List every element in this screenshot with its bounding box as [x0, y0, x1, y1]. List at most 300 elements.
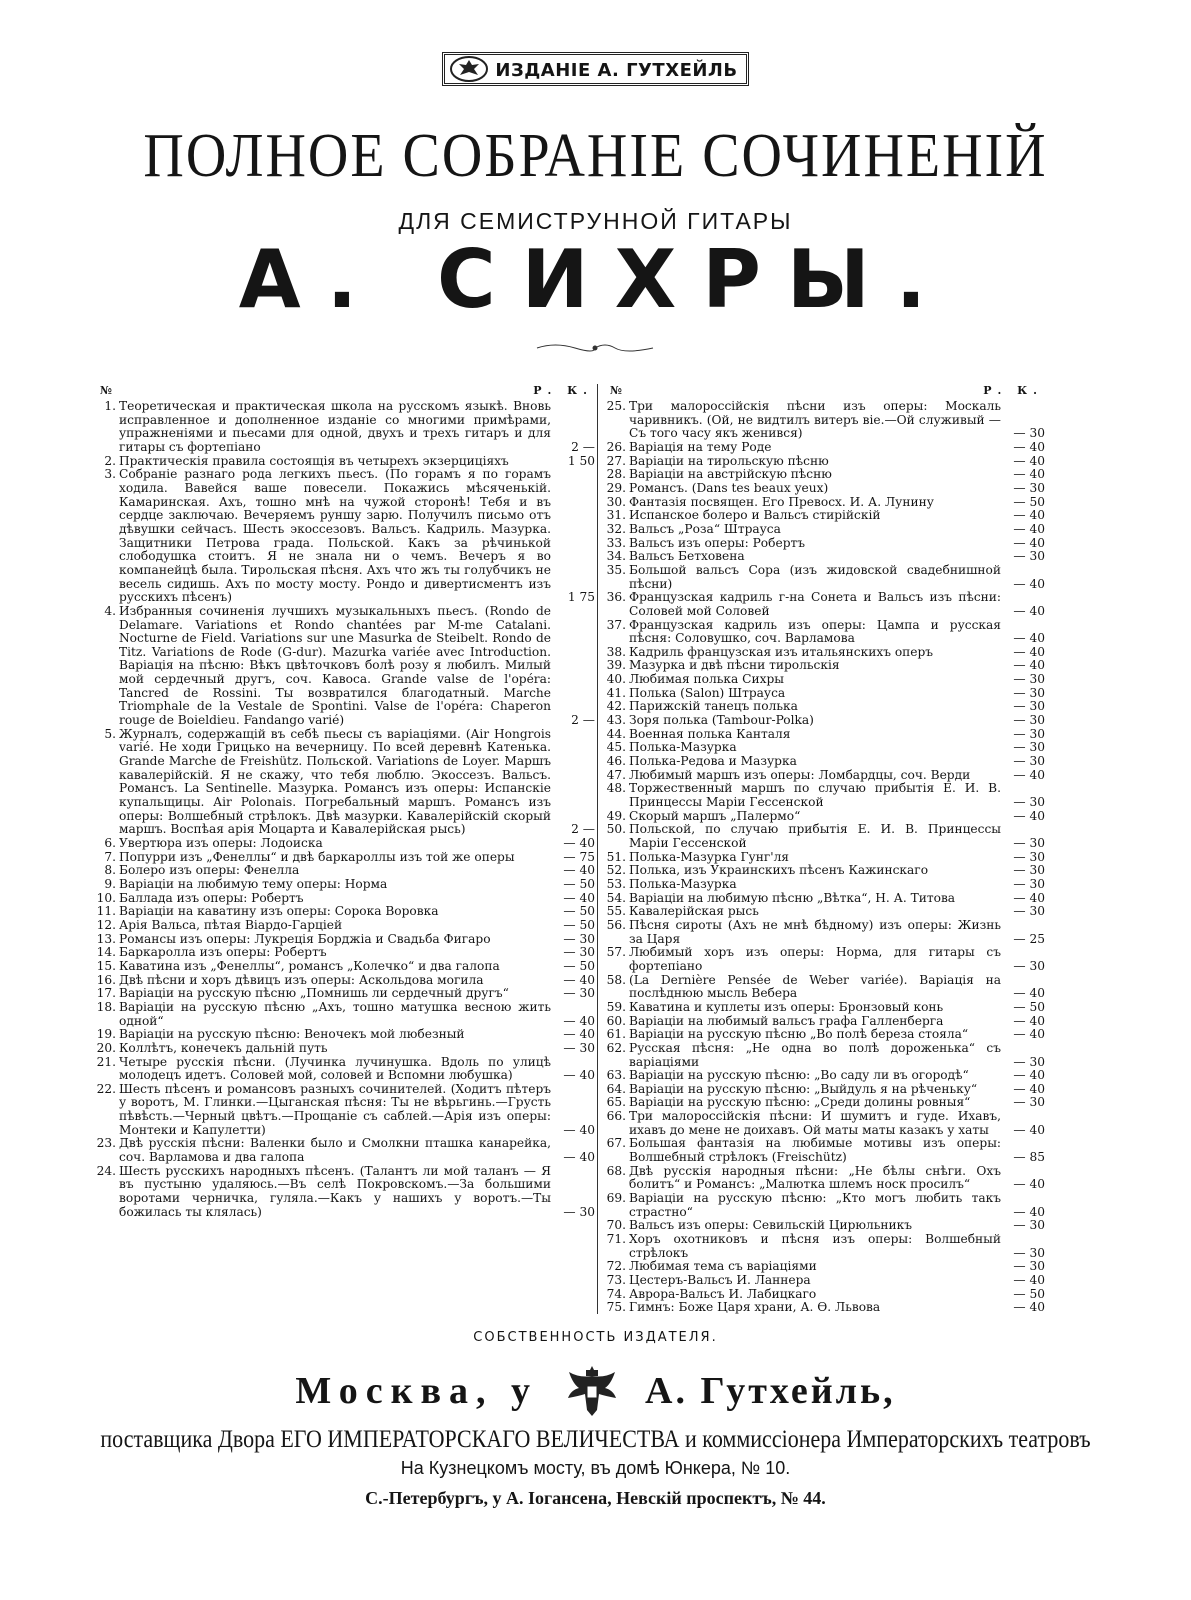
catalog-entry	[605, 441, 1045, 455]
entry-price: — 40	[1013, 1177, 1045, 1192]
entry-price: — 30	[1013, 849, 1045, 864]
catalog-entry	[605, 455, 1045, 469]
entry-number: 35.	[606, 562, 626, 577]
composer-name: А. СИХРЫ.	[238, 233, 953, 326]
entry-title: Каватина изъ „Фенеллы“, романсъ „Колечко“ и два галопа	[119, 958, 500, 973]
entry-title: Полька, изъ Украинскихъ пѣсенъ Кажинскаго	[629, 863, 929, 878]
left-column-header	[95, 384, 595, 400]
catalog-entry	[605, 1165, 1045, 1192]
entry-number: 75.	[606, 1300, 626, 1315]
entry-title: Варіація на тему Роде	[629, 439, 772, 454]
entry-number: 12.	[96, 917, 116, 932]
entry-number: 3.	[104, 467, 116, 482]
catalog-entry	[605, 755, 1045, 769]
entry-number: 28.	[606, 467, 626, 482]
catalog-entry	[605, 550, 1045, 564]
entry-number: 22.	[96, 1081, 116, 1096]
catalog-entry	[95, 400, 595, 455]
catalog-entry	[605, 468, 1045, 482]
entry-price: — 30	[1013, 672, 1045, 687]
entry-price: — 40	[1013, 1013, 1045, 1028]
catalog-entry	[605, 1069, 1045, 1083]
entry-number: 48.	[606, 781, 626, 796]
entry-price: 1 50	[567, 453, 595, 468]
catalog-entry	[605, 619, 1045, 646]
entry-price: — 40	[563, 1068, 595, 1083]
catalog-entry	[605, 1110, 1045, 1137]
entry-price: — 30	[563, 1040, 595, 1055]
entry-number: 40.	[606, 672, 626, 687]
catalog-entry	[605, 537, 1045, 551]
catalog-entry	[605, 673, 1045, 687]
catalog-entry	[605, 892, 1045, 906]
entry-price: — 30	[1013, 1095, 1045, 1110]
entry-price: — 40	[1013, 1300, 1045, 1315]
entry-title: Полька-Редова и Мазурка	[629, 754, 797, 769]
entry-number: 50.	[606, 822, 626, 837]
entry-price: — 30	[563, 986, 595, 1001]
catalog-entry	[605, 946, 1045, 973]
entry-title: Любимая полька Сихры	[629, 672, 784, 687]
entry-number: 56.	[606, 917, 626, 932]
entry-number: 74.	[606, 1286, 626, 1301]
entry-number: 66.	[606, 1109, 626, 1124]
entry-price: — 30	[1013, 795, 1045, 810]
entry-number: 7.	[104, 849, 116, 864]
entry-title: Мазурка и двѣ пѣсни тирольскія	[629, 658, 840, 673]
entry-number: 18.	[96, 999, 116, 1014]
entry-title: Варіаціи на любимый вальсъ графа Галленберга	[629, 1013, 944, 1028]
catalog-entry	[605, 687, 1045, 701]
publisher-city: Москва, у	[295, 1370, 539, 1412]
catalog-entry	[605, 509, 1045, 523]
entry-title: Четыре русскія пѣсни. (Лучинка лучинушка. Вдоль по улицѣ молодецъ идетъ. Соловей мой, соловей и Вспомни любушка)	[119, 1054, 551, 1083]
entry-number: 65.	[606, 1095, 626, 1110]
entry-number: 54.	[606, 890, 626, 905]
entry-number: 39.	[606, 658, 626, 673]
coat-of-arms-icon	[565, 1362, 619, 1420]
entry-number: 14.	[96, 945, 116, 960]
entry-title: Большой вальсъ Сора (изъ жидовской свадебнишной пѣсни)	[629, 562, 1001, 591]
entry-price: — 30	[1013, 685, 1045, 700]
entry-title: Журналъ, содержащій въ себѣ пьесы съ варіаціями. (Air Hongrois varié. Не ходи Грицько на вечерницу. По всей деревнѣ Катенька. Grande Marche de Freishütz. Польской. Variations de Loyer. Маршъ кавалерійскій. Я не скажу, что тебя люблю. Экоссезъ. Вальсъ. Романсъ. La Sentinelle. Мазурка. Романсъ изъ оперы: Испанскіе купальщицы. Air Polonais. Погребальный маршъ. Романсъ изъ оперы: Волшебный стрѣлокъ. Двѣ мазурки. Кавалерійскій скорый маршъ. Воспѣая арія Моцарта и Кавалерійская рысь)	[119, 726, 551, 837]
catalog-entry	[95, 987, 595, 1001]
catalog-entry	[605, 714, 1045, 728]
entry-price: — 30	[1013, 1245, 1045, 1260]
entry-number: 33.	[606, 535, 626, 550]
entry-title: Двѣ пѣсни и хоръ дѣвицъ изъ оперы: Аскольдова могила	[119, 972, 484, 987]
entry-price: — 40	[1013, 439, 1045, 454]
entry-number: 71.	[606, 1232, 626, 1247]
entry-title: Коллѣтъ, конечекъ дальній путь	[119, 1040, 328, 1055]
entry-number: 20.	[96, 1040, 116, 1055]
entry-number: 42.	[606, 699, 626, 714]
entry-title: Болеро изъ оперы: Фенелла	[119, 863, 300, 878]
entry-price: 1 75	[567, 590, 595, 605]
entry-price: — 25	[1013, 931, 1045, 946]
right-column-header	[605, 384, 1045, 400]
catalog-entry	[605, 646, 1045, 660]
entry-number: 32.	[606, 521, 626, 536]
number-header: №	[100, 384, 112, 397]
entry-price: — 40	[1013, 521, 1045, 536]
entry-title: Варіаціи на русскую пѣсню: „Выйдуль я на рѣченьку“	[629, 1081, 978, 1096]
entry-title: (La Dernière Pensée de Weber variée). Варіація на послѣднюю мысль Вебера	[629, 972, 1001, 1001]
entry-title: Романсъ. (Dans tes beaux yeux)	[629, 480, 829, 495]
entry-price: — 40	[563, 1027, 595, 1042]
entry-number: 58.	[606, 972, 626, 987]
entry-price: — 40	[1013, 986, 1045, 1001]
entry-price: — 40	[1013, 603, 1045, 618]
catalog-entry	[605, 810, 1045, 824]
catalog-entry	[605, 919, 1045, 946]
entry-price: — 30	[1013, 904, 1045, 919]
entry-price: — 40	[1013, 535, 1045, 550]
catalog-entry	[605, 564, 1045, 591]
entry-title: Вальсъ Бетховена	[629, 549, 745, 564]
catalog-entry	[605, 1083, 1045, 1097]
publisher-firm: А. Гутхейль,	[645, 1370, 896, 1412]
moscow-address: На Кузнецкомъ мосту, въ домѣ Юнкера, № 10.	[400, 1458, 791, 1478]
left-catalog-column	[95, 384, 595, 1219]
catalog-entry	[605, 1137, 1045, 1164]
entry-title: Варіаціи на русскую пѣсню: Веночекъ мой любезный	[119, 1027, 465, 1042]
entry-price: — 40	[563, 1122, 595, 1137]
catalog-entry	[95, 1137, 595, 1164]
entry-title: Баллада изъ оперы: Робертъ	[119, 890, 304, 905]
flourish-ornament	[535, 340, 655, 356]
catalog-entry	[605, 1096, 1045, 1110]
entry-price: — 75	[563, 849, 595, 864]
entry-title: Вальсъ изъ оперы: Севильскій Цирюльникъ	[629, 1218, 913, 1233]
entry-price: 2 —	[571, 822, 595, 837]
entry-number: 44.	[606, 726, 626, 741]
entry-title: Испанское болеро и Вальсъ стирійскій	[629, 508, 881, 523]
catalog-entry	[95, 878, 595, 892]
column-divider	[597, 384, 598, 1314]
entry-title: Кадриль французская изъ итальянскихъ оперъ	[629, 644, 934, 659]
catalog-entry	[605, 782, 1045, 809]
entry-price: — 30	[563, 1204, 595, 1219]
entry-title: Каватина и куплеты изъ оперы: Бронзовый конь	[629, 999, 944, 1014]
entry-number: 2.	[104, 453, 116, 468]
catalog-entry	[95, 864, 595, 878]
entry-price: — 40	[1013, 1027, 1045, 1042]
catalog-entry	[95, 946, 595, 960]
entry-number: 62.	[606, 1040, 626, 1055]
catalog-entry	[605, 400, 1045, 441]
entry-title: Варіаціи на русскую пѣсню: „Среди долины ровныя“	[629, 1095, 971, 1110]
catalog-entry	[605, 974, 1045, 1001]
catalog-entry	[95, 905, 595, 919]
entry-number: 23.	[96, 1136, 116, 1151]
entry-number: 15.	[96, 958, 116, 973]
entry-title: Варіаціи на тирольскую пѣсню	[629, 453, 829, 468]
entry-price: — 50	[563, 876, 595, 891]
entry-price: 2 —	[571, 713, 595, 728]
eagle-emblem-icon	[449, 55, 489, 83]
entry-price: — 30	[563, 945, 595, 960]
entry-number: 73.	[606, 1273, 626, 1287]
catalog-entry	[605, 659, 1045, 673]
entry-number: 57.	[606, 945, 626, 960]
entry-number: 55.	[606, 904, 626, 919]
entry-title: Варіаціи на любимую пѣсню „Вѣтка“, Н. А. Титова	[629, 890, 956, 905]
entry-number: 37.	[606, 617, 626, 632]
entry-price: — 40	[1013, 1204, 1045, 1219]
page-subtitle: ДЛЯ СЕМИСТРУННОЙ ГИТАРЫ	[398, 208, 793, 234]
entry-title: Полька-Мазурка Гунг'ля	[629, 849, 789, 864]
entry-price: — 30	[1013, 876, 1045, 891]
catalog-entry	[95, 1056, 595, 1083]
catalog-entry	[605, 1301, 1045, 1315]
entry-number: 49.	[606, 808, 626, 823]
entry-title: Три малороссійскія пѣсни изъ оперы: Москаль чаривникъ. (Ой, не видтилъ витеръ віе.—Ой служивый —Съ того часу якъ женився)	[629, 399, 1001, 441]
entry-title: Любимая тема съ варіаціями	[629, 1259, 817, 1274]
entry-title: Фантазія посвящен. Его Превосх. И. А. Лунину	[629, 494, 934, 509]
catalog-entry	[95, 974, 595, 988]
entry-number: 9.	[104, 876, 116, 891]
entry-title: Варіаціи на любимую тему оперы: Норма	[119, 876, 388, 891]
entry-price: — 40	[1013, 467, 1045, 482]
entry-title: Варіаціи на русскую пѣсню: „Кто могъ любить такъ страстно“	[629, 1191, 1001, 1219]
catalog-entry	[605, 523, 1045, 537]
entry-price: — 40	[1013, 808, 1045, 823]
entry-title: Арія Вальса, пѣтая Віардо-Гарціей	[119, 917, 343, 932]
catalog-entry	[605, 823, 1045, 850]
entry-number: 61.	[606, 1027, 626, 1042]
catalog-entry	[605, 728, 1045, 742]
entry-number: 31.	[606, 508, 626, 523]
entry-title: Полька-Мазурка	[629, 876, 737, 891]
entry-title: Полька-Мазурка	[629, 740, 737, 755]
entry-price: — 50	[563, 917, 595, 932]
entry-price: — 30	[1013, 754, 1045, 769]
entry-price: — 40	[1013, 890, 1045, 905]
entry-price: — 40	[1013, 1068, 1045, 1083]
catalog-entry	[95, 605, 595, 728]
entry-price: — 40	[1013, 1273, 1045, 1287]
entry-title: Увертюра изъ оперы: Лодоиска	[119, 836, 323, 850]
entry-number: 51.	[606, 849, 626, 864]
entry-title: Романсы изъ оперы: Лукреція Борджіа и Свадьба Фигаро	[119, 931, 491, 946]
badge-frame	[442, 52, 748, 86]
entry-number: 26.	[606, 439, 626, 454]
entry-price: — 30	[1013, 1054, 1045, 1069]
catalog-entry	[605, 741, 1045, 755]
entry-price: — 30	[1013, 713, 1045, 728]
entry-number: 24.	[96, 1163, 116, 1178]
entry-number: 64.	[606, 1081, 626, 1096]
entry-title: Торжественный маршъ по случаю прибытія Е. И. В. Принцессы Маріи Гессенской	[629, 781, 1001, 810]
entry-title: Польской, по случаю прибытія Е. И. В. Принцессы Маріи Гессенской	[629, 822, 1001, 850]
catalog-entry	[605, 1001, 1045, 1015]
entry-title: Французская кадриль г-на Сонета и Вальсъ изъ пѣсни: Соловей мой Соловей	[629, 590, 1001, 618]
entry-price: — 40	[563, 863, 595, 878]
entry-number: 67.	[606, 1136, 626, 1151]
entry-number: 10.	[96, 890, 116, 905]
entry-title: Парижскій танецъ полька	[629, 699, 798, 714]
catalog-entry	[605, 1233, 1045, 1260]
entry-number: 6.	[104, 836, 116, 850]
catalog-entry	[95, 1083, 595, 1138]
entry-number: 38.	[606, 644, 626, 659]
catalog-entry	[605, 1260, 1045, 1274]
number-header: №	[610, 384, 622, 397]
entry-price: — 40	[1013, 508, 1045, 523]
entry-title: Зоря полька (Tambour-Polka)	[629, 713, 814, 728]
entry-price: — 40	[1013, 767, 1045, 782]
entry-number: 4.	[104, 603, 116, 618]
entry-price: — 30	[1013, 480, 1045, 495]
entry-number: 70.	[606, 1218, 626, 1233]
entry-number: 45.	[606, 740, 626, 755]
catalog-entry	[95, 1001, 595, 1028]
entry-number: 60.	[606, 1013, 626, 1028]
catalog-entry	[605, 1042, 1045, 1069]
entry-price: — 30	[1013, 958, 1045, 973]
entry-number: 59.	[606, 999, 626, 1014]
supplier-line: поставщика Двора ЕГО ИМПЕРАТОРСКАГО ВЕЛИЧЕСТВА и коммиссіонера Императорскихъ театровъ	[100, 1424, 1091, 1453]
entry-title: Собраніе разнаго рода легкихъ пьесъ. (По горамъ я по горамъ ходила. Вавейся ваше повесели. Покажись мѣсяченькій. Камаринская. Ахъ, тошно мнѣ на чужой сторонѣ! Тебя и въ сердце заключаю. Вечеряемъ руншу зарю. Получилъ письмо отъ дѣвушки сейчасъ. Шесть экоссезовъ. Вальсъ. Кадриль. Мазурка. Защитники Петрова града. Польской. Какъ за рѣчинькой слободушка стоитъ. Я не знала ни о чемъ. Вечеръ я во компанейцѣ была. Тирольская пѣсня. Ахъ что жъ ты голубчикъ не весель сидишь. Ахъ по мосту мосту. Рондо и дивертисментъ изъ русскихъ пѣсенъ)	[119, 467, 551, 605]
entry-price: — 40	[563, 1013, 595, 1028]
publisher-badge	[0, 52, 1191, 92]
entry-price: — 30	[1013, 699, 1045, 714]
ownership-notice: СОБСТВЕННОСТЬ ИЗДАТЕЛЯ.	[473, 1330, 718, 1345]
entry-number: 21.	[96, 1054, 116, 1069]
entry-title: Скорый маршъ „Палермо“	[629, 808, 801, 823]
spb-address: С.-Петербургъ, у А. Іогансена, Невскій проспектъ, № 44.	[365, 1488, 826, 1508]
catalog-entry	[605, 1015, 1045, 1029]
entry-title: Полька (Salon) Штрауса	[629, 685, 786, 700]
entry-title: Баркаролла изъ оперы: Робертъ	[119, 945, 327, 960]
entry-price: 2 —	[571, 439, 595, 454]
entry-title: Три малороссійскія пѣсни: И шумитъ и гуде. Ихавъ, ихавъ до мене не доихавъ. Ой маты маты казакъ у хаты	[629, 1109, 1001, 1137]
entry-price: — 30	[1013, 726, 1045, 741]
page-title: ПОЛНОЕ СОБРАНІЕ СОЧИНЕНІЙ	[143, 121, 1048, 191]
entry-price: — 40	[1013, 631, 1045, 646]
entry-number: 47.	[606, 767, 626, 782]
entry-title: Шесть пѣсенъ и романсовъ разныхъ сочинителей. (Ходитъ пѣтеръ у воротъ, М. Глинки.—Цыганская пѣсня: Ты не вѣрьгинь.—Грусть пѣвѣсть.—Черный цвѣтъ.—Прощаніе съ саблей.—Арія изъ оперы: Монтеки и Капулетти)	[119, 1081, 551, 1137]
entry-title: Практическія правила состоящія въ четырехъ экзерциціяхъ	[119, 453, 509, 468]
entry-title: Военная полька Канталя	[629, 726, 791, 741]
entry-title: Двѣ русскія народныя пѣсни: „Не бѣлы снѣги. Охъ болитъ“ и Романсъ: „Малютка шлемъ носк просилъ“	[629, 1163, 1001, 1192]
entry-number: 30.	[606, 494, 626, 509]
entry-price: — 50	[1013, 999, 1045, 1014]
entry-number: 72.	[606, 1259, 626, 1274]
entry-title: Избранныя сочиненія лучшихъ музыкальныхъ пьесъ. (Rondo de Delamare. Variations et Rondo chantées par M-me Catalani. Nocturne de Field. Variations sur une Masurka de Steibelt. Rondo de Titz. Variations de Rode (G-dur). Mazurka variée avec Introduction. Варіація на пѣсню: Вѣкъ цвѣточковъ болѣ розу я любилъ. Милый мой сердечный другъ, соч. Кавоса. Grande valse de l'opéra: Tancred de Rossini. Ты возвратился благодатный. Marche Triomphale de la Vestale de Spontini. Valse de l'opéra: Chaperon rouge de Boieldieu. Fandango varié)	[119, 603, 551, 728]
catalog-entry	[605, 864, 1045, 878]
catalog-entry	[605, 905, 1045, 919]
entry-title: Варіаціи на австрійскую пѣсню	[629, 467, 832, 482]
catalog-entry	[95, 1165, 595, 1220]
entry-title: Хоръ охотниковъ и пѣсня изъ оперы: Волшебный стрѣлокъ	[629, 1232, 1001, 1260]
entry-title: Попурри изъ „Фенеллы“ и двѣ баркароллы изъ той же оперы	[119, 849, 515, 864]
catalog-entry	[605, 1028, 1045, 1042]
entry-title: Теоретическая и практическая школа на русскомъ языкѣ. Вновь исправленное и дополненное изданіе со многими примѣрами, упражненіями и пьесами для одной, двухъ и трехъ гитаръ и для гитары съ фортепіано	[119, 399, 551, 454]
entry-number: 5.	[104, 726, 116, 741]
catalog-entry	[605, 482, 1045, 496]
price-header: Р. К.	[983, 384, 1043, 397]
entry-number: 53.	[606, 876, 626, 891]
entry-number: 16.	[96, 972, 116, 987]
catalog-entry	[95, 1028, 595, 1042]
catalog-entry	[95, 851, 595, 865]
price-header: Р. К.	[533, 384, 593, 397]
entry-title: Цестеръ-Вальсъ И. Ланнера	[629, 1273, 811, 1287]
catalog-entry	[95, 455, 595, 469]
entry-price: — 40	[563, 972, 595, 987]
entry-price: — 30	[1013, 740, 1045, 755]
entry-price: — 50	[1013, 1286, 1045, 1301]
entry-title: Аврора-Вальсъ И. Лабицкаго	[629, 1286, 817, 1301]
catalog-entry	[605, 1288, 1045, 1302]
entry-price: — 30	[1013, 836, 1045, 850]
entry-title: Варіаціи на русскую пѣсню „Ахъ, тошно матушка весною жить одной“	[119, 999, 551, 1028]
entry-number: 63.	[606, 1068, 626, 1083]
entry-price: — 30	[1013, 863, 1045, 878]
entry-number: 52.	[606, 863, 626, 878]
entry-number: 41.	[606, 685, 626, 700]
entry-number: 8.	[104, 863, 116, 878]
entry-number: 13.	[96, 931, 116, 946]
catalog-entry	[95, 837, 595, 851]
entry-title: Шесть русскихъ народныхъ пѣсенъ. (Талантъ ли мой таланъ — Я въ пустыню удаляюсь.—Въ селѣ Покровскомъ.—За большими воротами черничка, гуляла.—Какъ у нашихъ у воротъ.—Ты божилась ты клялась)	[119, 1163, 551, 1219]
entry-title: Вальсъ „Роза“ Штрауса	[629, 521, 781, 536]
entry-title: Кавалерійская рысь	[629, 904, 759, 919]
entry-price: — 30	[563, 931, 595, 946]
catalog-entry	[605, 769, 1045, 783]
entry-number: 1.	[104, 399, 116, 413]
entry-price: — 30	[1013, 1259, 1045, 1274]
entry-title: Гимнъ: Боже Царя храни, А. Ѳ. Львова	[629, 1300, 881, 1315]
entry-price: — 40	[563, 836, 595, 850]
catalog-entry	[605, 1192, 1045, 1219]
entry-title: Варіаціи на каватину изъ оперы: Сорока Воровка	[119, 904, 439, 919]
entry-price: — 40	[563, 1150, 595, 1165]
catalog-entry	[95, 728, 595, 837]
entry-number: 25.	[606, 399, 626, 413]
entry-title: Большая фантазія на любимые мотивы изъ оперы: Волшебный стрѣлокъ (Freischütz)	[629, 1136, 1001, 1165]
catalog-entry	[605, 878, 1045, 892]
entry-number: 19.	[96, 1027, 116, 1042]
entry-title: Двѣ русскія пѣсни: Валенки было и Смолкни пташка канарейка, соч. Варламова и два галопа	[119, 1136, 551, 1165]
entry-title: Русская пѣсня: „Не одна во полѣ дороженька“ съ варіаціями	[629, 1040, 1001, 1069]
entry-number: 17.	[96, 986, 116, 1001]
entry-title: Варіаціи на русскую пѣсню: „Во саду ли въ огородѣ“	[629, 1068, 969, 1083]
entry-number: 36.	[606, 590, 626, 605]
right-catalog-column	[605, 384, 1045, 1315]
entry-price: — 40	[1013, 1081, 1045, 1096]
catalog-entry	[95, 960, 595, 974]
entry-number: 11.	[96, 904, 116, 919]
entry-price: — 40	[1013, 453, 1045, 468]
entry-price: — 40	[1013, 1122, 1045, 1137]
catalog-entry	[605, 1274, 1045, 1288]
catalog-entry	[95, 892, 595, 906]
entry-number: 46.	[606, 754, 626, 769]
entry-number: 68.	[606, 1163, 626, 1178]
catalog-entry	[605, 700, 1045, 714]
catalog-entry	[605, 591, 1045, 618]
entry-number: 69.	[606, 1191, 626, 1206]
entry-price: — 40	[1013, 644, 1045, 659]
entry-title: Французская кадриль изъ оперы: Цампа и русская пѣсня: Соловушко, соч. Варламова	[629, 617, 1001, 646]
catalog-entry	[95, 919, 595, 933]
entry-title: Любимый хоръ изъ оперы: Норма, для гитары съ фортепіано	[629, 945, 1001, 973]
entry-number: 27.	[606, 453, 626, 468]
entry-price: — 50	[563, 904, 595, 919]
